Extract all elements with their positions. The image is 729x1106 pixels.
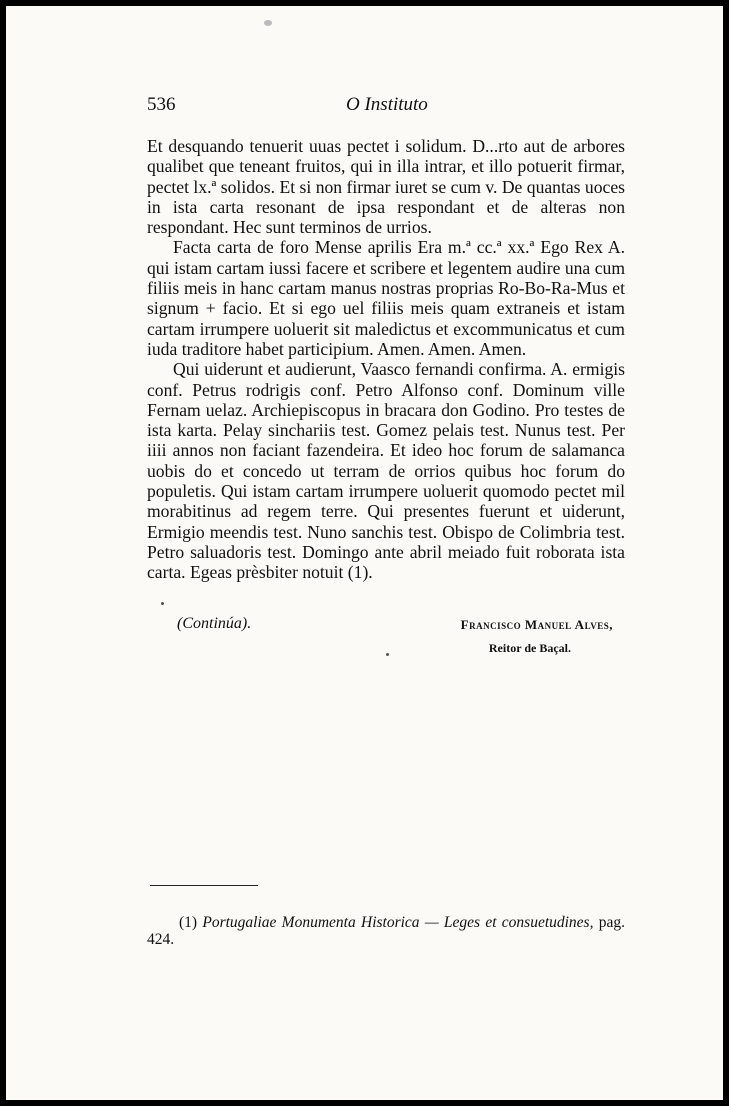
print-speck xyxy=(161,602,164,605)
signature-block xyxy=(147,615,625,675)
paragraph-3: Qui uiderunt et audierunt, Vaasco fernandi confirma. A. ermigis conf. Petrus rodrigis conf. Petro Alfonso conf. Dominum ville Fernam uelaz. Archiepiscopus in bracara don Godino. Pro testes de ista karta. Pelay sinchariis test. Gomez pelais test. Nunus test. Per iiii annos non faciant fazendeira. Et ideo hoc forum de salamanca uobis do et concedo ut terram de orrios quibus hoc forum do populetis. Qui istam cartam irrumpere uoluerit quomodo pectet mil morabitinus ad regem terre. Qui presentes fuerunt et uiderunt, Ermigio meendis test. Nuno sanchis test. Obispo de Colimbria test. Petro saluadoris test. Domingo ante abril meiado fuit roborata ista carta. Egeas prèsbiter notuit (1). xyxy=(147,359,625,583)
footnote xyxy=(147,914,625,948)
continued-note: (Continúa). xyxy=(177,615,252,632)
paragraph-1: Et desquando tenuerit uuas pectet i solidum. D...rto aut de arbores qualibet que teneant fruitos, qui in illa intrar, et illo potuerit firmar, pectet lx.ª solidos. Et si non firmar iuret se cum v. De quantas uoces in ista carta resonant de ipsa respondant et de alteras non respondant. Hec sunt terminos de urrios. xyxy=(147,136,625,238)
document-page xyxy=(6,6,723,1100)
running-title: O Instituto xyxy=(346,94,428,115)
footnote-title: Portugaliae Monumenta Historica — Leges et consuetudines, xyxy=(202,914,594,931)
footnote-divider xyxy=(150,885,258,886)
author-name: Francisco Manuel Alves, xyxy=(460,617,613,632)
page-number: 536 xyxy=(147,94,176,115)
author-role: Reitor de Baçal. xyxy=(488,641,571,655)
body-text xyxy=(147,136,625,583)
footnote-marker: (1) xyxy=(179,914,198,931)
footnote-reference: pag. 424. xyxy=(147,914,626,948)
paragraph-2: Facta carta de foro Mense aprilis Era m.ª cc.ª xx.ª Ego Rex A. qui istam cartam iussi facere et scribere et legentem audire una cum filiis meis in hanc cartam manus nostras proprias Ro-Bo-Ra-Mus et signum + facio. Et si ego uel filiis meis quam extraneis et istam cartam irrumpere uoluerit sit maledictus et excommunicatus et cum iuda traditore habet participium. Amen. Amen. Amen. xyxy=(147,237,625,359)
print-speck xyxy=(386,653,389,656)
page-header xyxy=(147,94,627,116)
print-speck xyxy=(264,20,272,26)
